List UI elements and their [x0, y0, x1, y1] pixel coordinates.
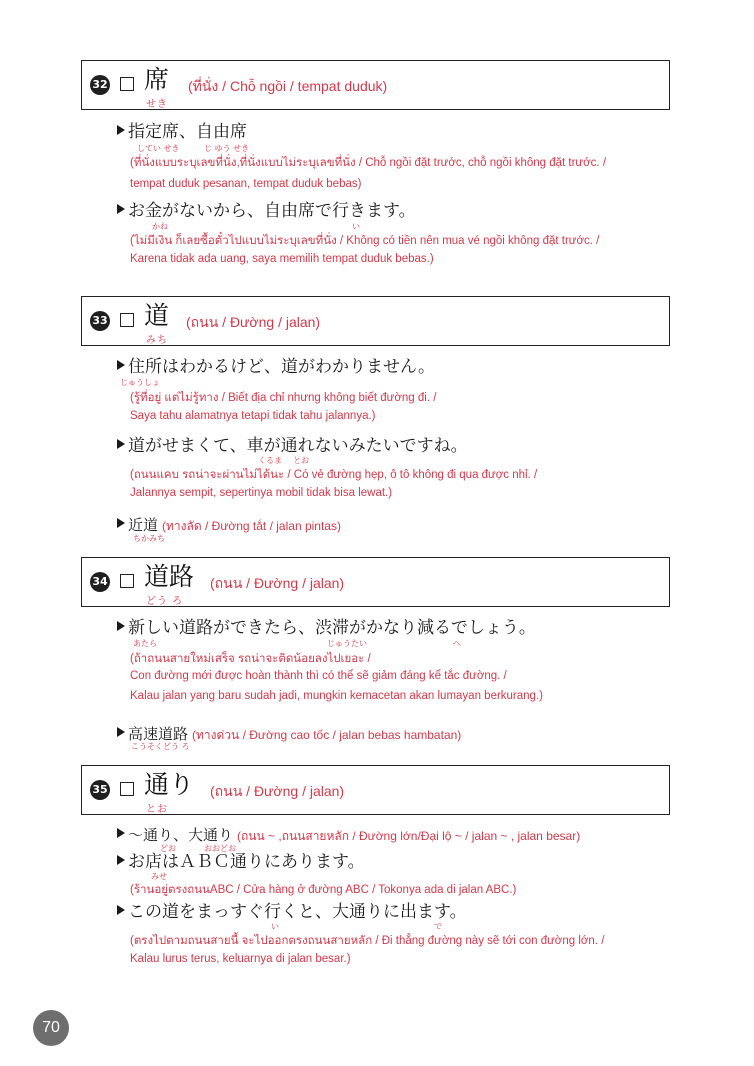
study-checkbox[interactable] — [120, 574, 134, 588]
study-checkbox[interactable] — [120, 313, 134, 327]
furigana: おおどお — [204, 844, 236, 853]
example-sentence: 道がせまくて、車が通れないみたいですね。 — [117, 435, 468, 457]
furigana: してい せき — [137, 144, 180, 153]
furigana: こうそくどう ろ — [131, 742, 190, 751]
entry-reading: とお — [146, 804, 168, 815]
furigana: とお — [293, 456, 309, 465]
entry-number-badge: 35 — [90, 780, 110, 800]
translation-line: Jalannya sempit, sepertinya mobil tidak bisa lewat.) — [130, 487, 393, 499]
entry-reading: どう ろ — [146, 596, 184, 607]
entry-header-32 — [81, 60, 670, 110]
translation-line: (ถ้าถนนสายใหม่เสร็จ รถน่าจะติดน้อยลงไปเยอะ / — [130, 653, 371, 665]
furigana: どお — [160, 844, 176, 853]
page-number-badge: 70 — [33, 1010, 69, 1046]
translation-line: (ที่นั่งแบบระบุเลขที่นั่ง,ที่นั่งแบบไม่ระบุเลขที่นั่ง / Chỗ ngồi đặt trước, chỗ ngồi không đặt trước. / — [130, 157, 607, 169]
entry-kanji: 席 — [144, 65, 170, 94]
translation-line: Saya tahu alamatnya tetapi tidak tahu jalannya.) — [130, 410, 376, 422]
furigana: い — [271, 922, 279, 931]
entry-meaning: (ถนน / Đường / jalan) — [210, 575, 345, 591]
entry-number-badge: 33 — [90, 311, 110, 331]
entry-kanji: 道路 — [144, 562, 195, 591]
entry-number-badge: 32 — [90, 75, 110, 95]
translation-line: Kalau jalan yang baru sudah jadi, mungkin kemacetan akan lumayan berkurang.) — [130, 690, 543, 702]
furigana: い — [352, 222, 360, 231]
furigana: で — [434, 922, 442, 931]
study-checkbox[interactable] — [120, 77, 134, 91]
translation-line: (ไม่มีเงิน ก็เลยซื้อตั๋วไปแบบไม่ระบุเลขที่นั่ง / Không có tiền nên mua vé ngồi không đặt trước. / — [130, 235, 600, 247]
example-sentence: 指定席、自由席 — [117, 121, 247, 143]
translation-line: (ตรงไปตามถนนสายนี้ จะไปออกตรงถนนสายหลัก / Đi thẳng đường này sẽ tới con đường lớn. / — [130, 935, 605, 947]
entry-meaning: (ถนน / Đường / jalan) — [210, 783, 345, 799]
translation-line: tempat duduk pesanan, tempat duduk bebas) — [130, 178, 362, 190]
translation-line: (ร้านอยู่ตรงถนนABC / Cửa hàng ở đường ABC / Tokonya ada di jalan ABC.) — [130, 884, 517, 896]
bullet-arrow-icon — [117, 204, 125, 214]
example-compound: 近道 (ทางลัด / Đường tắt / jalan pintas) — [117, 514, 341, 536]
bullet-arrow-icon — [117, 360, 125, 370]
example-compound: ～通り、大通り (ถนน ~ ,ถนนสายหลัก / Đường lớn/Đại lộ ~ / jalan ~ , jalan besar) — [117, 824, 580, 846]
entry-header-35 — [81, 765, 670, 815]
translation-line: Kalau lurus terus, keluarnya di jalan besar.) — [130, 953, 351, 965]
bullet-arrow-icon — [117, 905, 125, 915]
furigana: かね — [152, 222, 168, 231]
furigana: へ — [453, 639, 461, 648]
bullet-arrow-icon — [117, 855, 125, 865]
furigana: じゅうたい — [327, 639, 367, 648]
bullet-arrow-icon — [117, 439, 125, 449]
translation-line: (ถนนแคบ รถน่าจะผ่านไม่ได้นะ / Có vẻ đường hẹp, ô tô không đi qua được nhỉ. / — [130, 469, 538, 481]
example-sentence: お金がないから、自由席で行きます。 — [117, 200, 416, 222]
translation-line: Con đường mới được hoàn thành thì có thể sẽ giảm đáng kể tắc đường. / — [130, 670, 507, 682]
bullet-arrow-icon — [117, 828, 125, 838]
entry-meaning: (ถนน / Đường / jalan) — [186, 314, 321, 330]
furigana: じゅうしょ — [120, 378, 160, 387]
entry-number-badge: 34 — [90, 572, 110, 592]
translation-line: Karena tidak ada uang, saya memilih tempat duduk bebas.) — [130, 253, 434, 265]
translation-line: (รู้ที่อยู่ แต่ไม่รู้ทาง / Biết địa chỉ nhưng không biết đường đi. / — [130, 392, 437, 404]
bullet-arrow-icon — [117, 518, 125, 528]
bullet-arrow-icon — [117, 125, 125, 135]
entry-reading: みち — [146, 335, 168, 346]
example-sentence: 住所はわかるけど、道がわかりません。 — [117, 356, 435, 378]
furigana: みせ — [151, 872, 167, 881]
example-sentence: お店はＡＢＣ通りにあります。 — [117, 851, 365, 873]
example-compound: 高速道路 (ทางด่วน / Đường cao tốc / jalan bebas hambatan) — [117, 723, 461, 745]
entry-header-34 — [81, 557, 670, 607]
bullet-arrow-icon — [117, 727, 125, 737]
entry-header-33 — [81, 296, 670, 346]
furigana: くるま — [258, 456, 282, 465]
entry-kanji: 通り — [144, 770, 195, 799]
entry-reading: せき — [146, 99, 168, 110]
entry-kanji: 道 — [144, 301, 170, 330]
example-sentence: この道をまっすぐ行くと、大通りに出ます。 — [117, 901, 467, 923]
entry-meaning: (ที่นั่ง / Chỗ ngồi / tempat duduk) — [188, 78, 388, 94]
study-checkbox[interactable] — [120, 782, 134, 796]
example-sentence: 新しい道路ができたら、渋滞がかなり減るでしょう。 — [117, 617, 536, 639]
furigana: ちかみち — [133, 534, 165, 543]
furigana: あたら — [133, 639, 157, 648]
bullet-arrow-icon — [117, 621, 125, 631]
furigana: じ ゆう せき — [204, 144, 250, 153]
